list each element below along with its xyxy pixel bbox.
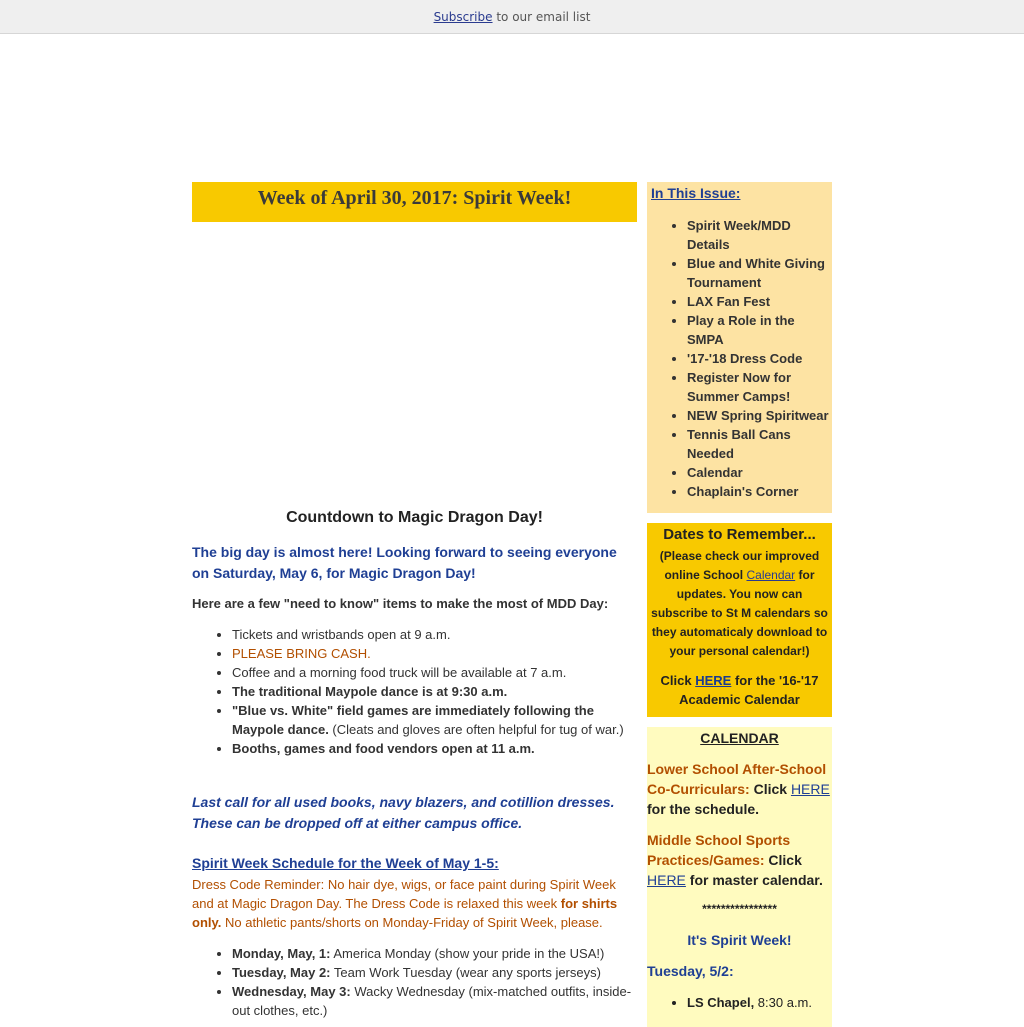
issue-list xyxy=(651,216,832,501)
games-note: (Cleats and gloves are often helpful for tug of war.) xyxy=(328,722,624,737)
list-item: • Tickets and wristbands open at 9 a.m. xyxy=(232,625,637,644)
booths-text: Booths, games and food vendors open at 11 a.m. xyxy=(232,741,535,756)
academic-calendar-line xyxy=(647,671,832,709)
dates-body xyxy=(647,547,832,661)
last-call-text: Last call for all used books, navy blazers, and cotillion dresses. These can be dropped off at either campus office. xyxy=(192,794,615,831)
divider-stars: **************** xyxy=(702,902,777,916)
countdown-heading: Countdown to Magic Dragon Day! xyxy=(286,509,543,526)
list-item xyxy=(232,963,637,982)
spirit-schedule-heading xyxy=(192,854,637,873)
list-item xyxy=(232,701,637,739)
dress-bold: for shirts only. xyxy=(192,896,618,930)
spirit-week-heading: It's Spirit Week! xyxy=(687,932,792,948)
click-post: for the '16-'17 Academic Calendar xyxy=(679,673,819,707)
subscribe-text: to our email list xyxy=(492,10,591,24)
dates-body-post: for updates. You now can subscribe to St M calendars so they automaticaly download to your personal calendar!) xyxy=(651,568,828,658)
chapel-time: 8:30 a.m. xyxy=(754,995,812,1010)
tuesday-heading: Tuesday, 5/2: xyxy=(647,963,734,979)
page-title: Week of April 30, 2017: Spirit Week! xyxy=(192,182,637,222)
ms-sports-block xyxy=(647,830,832,890)
issue-item: • NEW Spring Spiritwear xyxy=(687,406,832,425)
issue-heading xyxy=(651,184,832,202)
list-item xyxy=(232,644,637,663)
school-calendar-link[interactable]: Calendar xyxy=(746,568,796,582)
ls-schedule-link[interactable]: HERE xyxy=(790,781,830,797)
list-item xyxy=(687,993,832,1012)
bring-cash-period: . xyxy=(367,646,371,661)
ms-click: Click xyxy=(764,852,802,868)
issue-item: • Spirit Week/MDD Details xyxy=(687,216,832,254)
chapel-label: LS Chapel, xyxy=(687,995,755,1010)
bring-cash-text: PLEASE BRING CASH xyxy=(232,646,368,661)
issue-heading-link[interactable]: In This Issue: xyxy=(651,185,741,201)
ls-post: for the schedule. xyxy=(647,801,760,817)
list-item xyxy=(232,739,637,758)
ms-label: Middle School Sports Practices/Games: xyxy=(647,832,791,868)
day-label: Monday, May, 1: xyxy=(232,946,331,961)
list-item xyxy=(232,944,637,963)
main-column xyxy=(192,182,637,1020)
dress-text-1: : No hair dye, wigs, or face paint during Spirit Week and at Magic Dragon Day. The Dress Code is relaxed this week xyxy=(192,877,616,911)
subscribe-bar xyxy=(0,0,1024,34)
day-desc: Team Work Tuesday (wear any sports jerseys) xyxy=(330,965,601,980)
spirit-schedule-link[interactable]: Spirit Week Schedule for the Week of May 1-5: xyxy=(192,855,499,871)
maypole-text: The traditional Maypole dance is at 9:30 a.m. xyxy=(232,684,508,699)
tuesday-events xyxy=(647,993,832,1012)
issue-item: • LAX Fan Fest xyxy=(687,292,832,311)
day-desc: America Monday (show your pride in the USA!) xyxy=(330,946,605,961)
dress-code-reminder xyxy=(192,875,637,932)
issue-item: • Register Now for Summer Camps! xyxy=(687,368,832,406)
issue-item: • Chaplain's Corner xyxy=(687,482,832,501)
ms-post: for master calendar. xyxy=(685,872,823,888)
list-item: • Coffee and a morning food truck will be available at 7 a.m. xyxy=(232,663,637,682)
lead-text: The big day is almost here! Looking forward to seeing everyone on Saturday, May 6, for Magic Dragon Day! xyxy=(192,544,617,581)
day-desc: Wacky Wednesday (mix-matched outfits, inside-out clothes, etc.) xyxy=(232,984,632,1018)
dress-label: Dress Code Reminder xyxy=(192,877,321,892)
hero-image-area xyxy=(192,222,637,508)
dress-text-2: No athletic pants/shorts on Monday-Friday of Spirit Week, please. xyxy=(221,915,603,930)
calendar-title: CALENDAR xyxy=(700,730,779,746)
mdd-list xyxy=(192,625,637,758)
academic-calendar-link[interactable]: HERE xyxy=(695,673,732,688)
games-text: "Blue vs. White" field games are immediately following the Maypole dance. xyxy=(232,703,594,737)
list-item xyxy=(232,682,637,701)
ms-calendar-link[interactable]: HERE xyxy=(647,872,686,888)
issue-item: • Play a Role in the SMPA xyxy=(687,311,832,349)
dates-body-pre: (Please check our improved online School xyxy=(659,549,820,582)
issue-item: • Tennis Ball Cans Needed xyxy=(687,425,832,463)
issue-item: • Blue and White Giving Tournament xyxy=(687,254,832,292)
day-label: Tuesday, May 2: xyxy=(232,965,331,980)
spirit-days-list xyxy=(192,944,637,1020)
list-item xyxy=(232,982,637,1020)
ls-label: Lower School After-School Co-Curriculars: xyxy=(647,761,827,797)
click-text: Click xyxy=(660,673,696,688)
subscribe-link[interactable]: Subscribe xyxy=(433,10,493,24)
in-this-issue-box xyxy=(647,182,832,513)
calendar-box xyxy=(647,727,832,1027)
dates-to-remember-box xyxy=(647,523,832,717)
day-label: Wednesday, May 3: xyxy=(232,984,351,999)
intro-text: Here are a few "need to know" items to make the most of MDD Day: xyxy=(192,596,609,611)
issue-item: • '17-'18 Dress Code xyxy=(687,349,832,368)
ls-click: Click xyxy=(749,781,791,797)
issue-item: • Calendar xyxy=(687,463,832,482)
dates-title: Dates to Remember... xyxy=(663,526,816,543)
ls-cocurricular-block xyxy=(647,759,832,819)
